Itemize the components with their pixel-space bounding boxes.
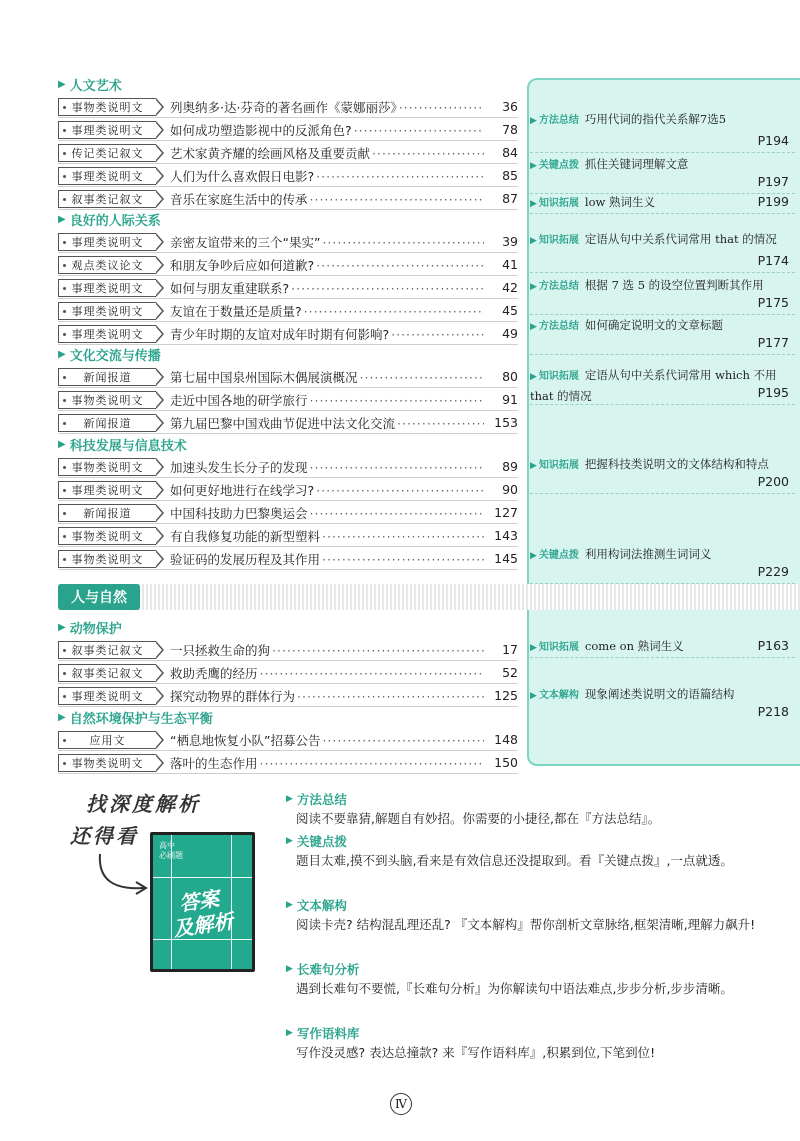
toc-row[interactable] (58, 524, 518, 547)
toc-title: 青少年时期的友谊对成年时期有何影响? ····· (170, 325, 484, 343)
chevron-right-icon (156, 233, 164, 251)
toc-page: 45 (484, 303, 518, 318)
feature-text: 阅读卡壳? 结构混乱理还乱? 『文本解构』帮你剖析文章脉络,框架清晰,理解力飙升! (296, 917, 756, 932)
toc-title: 人们为什么喜欢假日电影? ····· (170, 167, 484, 185)
toc-row[interactable] (58, 95, 518, 118)
note-entry[interactable] (530, 110, 795, 150)
note-divider (530, 657, 795, 658)
toc-page: 143 (484, 528, 518, 543)
article-type-tag: 新闻报道 (58, 414, 156, 432)
chevron-right-icon (156, 481, 164, 499)
book-small-label: 高中 (159, 841, 175, 850)
chevron-right-icon (156, 550, 164, 568)
toc-title: 音乐在家庭生活中的传承 ····· (170, 190, 484, 208)
toc-page: 39 (484, 234, 518, 249)
curved-arrow-icon (92, 850, 152, 900)
pointer-icon: ▶ (530, 372, 537, 382)
article-type-tag: 应用文 (58, 731, 156, 749)
triangle-icon: ▶ (286, 964, 293, 974)
pointer-icon: ▶ (530, 282, 537, 292)
toc-row[interactable] (58, 501, 518, 524)
chevron-right-icon (156, 98, 164, 116)
note-page: P163 (757, 638, 789, 653)
note-text: 现象阐述类说明文的语篇结构 (584, 687, 735, 701)
note-text: 如何确定说明文的文章标题 (584, 318, 723, 332)
toc-page: 52 (484, 665, 518, 680)
book-title: 答案 (177, 886, 221, 916)
feature-text: 遇到长难句不要慌,『长难句分析』为你解读句中语法难点,步步分析,步步清晰。 (296, 981, 733, 996)
note-entry[interactable] (530, 193, 795, 211)
note-label: 方法总结 (538, 321, 579, 332)
note-page: P229 (757, 564, 789, 579)
feature-heading: ▶ 方法总结 (286, 792, 347, 807)
article-type-tag: 传记类记叙文 (58, 144, 156, 162)
article-type-tag: 新闻报道 (58, 368, 156, 386)
pointer-icon: ▶ (530, 236, 537, 246)
chevron-right-icon (156, 279, 164, 297)
article-type-tag: 事物类说明文 (58, 527, 156, 545)
note-entry[interactable] (530, 316, 795, 352)
article-type-tag: 事理类说明文 (58, 233, 156, 251)
note-text: 抓住关键词理解文意 (584, 157, 689, 171)
toc-title: 一只拯救生命的狗 ····· (170, 641, 484, 659)
note-page: P175 (757, 295, 789, 310)
note-text: come on 熟词生义 (584, 639, 684, 653)
toc-title: 加速头发生长分子的发现 ····· (170, 458, 484, 476)
note-divider (530, 354, 795, 355)
pointer-icon: ▶ (530, 116, 537, 126)
toc-page: 41 (484, 257, 518, 272)
section-heading: ▶ 自然环境保护与生态平衡 (58, 711, 213, 727)
note-text: 巧用代词的指代关系解7选5 (584, 112, 727, 126)
toc-row[interactable] (58, 322, 518, 345)
toc-row[interactable] (58, 187, 518, 210)
toc-page: 78 (484, 122, 518, 137)
feature-heading: ▶ 写作语料库 (286, 1026, 360, 1041)
feature-heading: ▶ 关键点拨 (286, 834, 347, 849)
triangle-icon: ▶ (286, 1028, 293, 1038)
pointer-icon: ▶ (530, 161, 537, 171)
note-text: 根据 7 选 5 的设空位置判断其作用 (584, 278, 764, 292)
toc-title: 亲密友谊带来的三个“果实” ····· (170, 233, 484, 251)
toc-page: 153 (484, 415, 518, 430)
toc-page: 145 (484, 551, 518, 566)
chevron-right-icon (156, 121, 164, 139)
section-heading: ▶ 人文艺术 (58, 78, 122, 94)
note-divider (530, 213, 795, 214)
toc-row[interactable] (58, 388, 518, 411)
note-page: P177 (757, 335, 789, 350)
toc-page: 91 (484, 392, 518, 407)
promo-handwriting: 找深度解析 (86, 792, 201, 816)
toc-page: 85 (484, 168, 518, 183)
chevron-right-icon (156, 641, 164, 659)
note-divider (530, 404, 795, 405)
chevron-right-icon (156, 414, 164, 432)
article-type-tag: 事物类说明文 (58, 391, 156, 409)
toc-title: 列奥纳多·达·芬奇的著名画作《蒙娜丽莎》 ····· (170, 98, 484, 116)
promo-handwriting: 还得看 (70, 824, 139, 848)
toc-page: 87 (484, 191, 518, 206)
feature-text: 阅读不要靠猜,解题自有妙招。你需要的小捷径,都在『方法总结』。 (296, 811, 661, 826)
row-divider (58, 773, 518, 774)
chevron-right-icon (156, 527, 164, 545)
article-type-tag: 事理类说明文 (58, 167, 156, 185)
note-divider (530, 314, 795, 315)
triangle-icon: ▶ (58, 621, 66, 633)
book-title: 及解析 (171, 908, 235, 942)
note-page: P199 (757, 194, 789, 209)
note-divider (530, 152, 795, 153)
article-type-tag: 叙事类记叙文 (58, 190, 156, 208)
triangle-icon: ▶ (286, 836, 293, 846)
note-label: 文本解构 (538, 690, 579, 701)
toc-title: 第九届巴黎中国戏曲节促进中法文化交流 ····· (170, 414, 484, 432)
pointer-icon: ▶ (530, 643, 537, 653)
note-label: 知识拓展 (538, 460, 579, 471)
toc-title: 走近中国各地的研学旅行 ····· (170, 391, 484, 409)
note-text: 利用构词法推测生词词义 (584, 547, 712, 561)
article-type-tag: 事理类说明文 (58, 325, 156, 343)
toc-title: “栖息地恢复小队”招募公告 ····· (170, 731, 484, 749)
toc-row[interactable] (58, 728, 518, 751)
toc-title: 落叶的生态作用 ····· (170, 754, 484, 772)
note-page: P194 (757, 133, 789, 148)
triangle-icon: ▶ (58, 348, 66, 360)
toc-row[interactable] (58, 276, 518, 299)
toc-title: 探究动物界的群体行为 ····· (170, 687, 484, 705)
article-type-tag: 观点类议论文 (58, 256, 156, 274)
toc-title: 和朋友争吵后应如何道歉? ····· (170, 256, 484, 274)
pointer-icon: ▶ (530, 691, 537, 701)
chevron-right-icon (156, 504, 164, 522)
chevron-right-icon (156, 167, 164, 185)
chevron-right-icon (156, 256, 164, 274)
toc-row[interactable] (58, 455, 518, 478)
triangle-icon: ▶ (58, 78, 66, 90)
theme-band (58, 584, 800, 610)
triangle-icon: ▶ (58, 438, 66, 450)
toc-page: 127 (484, 505, 518, 520)
toc-row[interactable] (58, 684, 518, 707)
toc-row[interactable] (58, 661, 518, 684)
triangle-icon: ▶ (58, 213, 66, 225)
toc-page: 49 (484, 326, 518, 341)
toc-page: 36 (484, 99, 518, 114)
toc-page: 84 (484, 145, 518, 160)
toc-title: 如何成功塑造影视中的反派角色? ····· (170, 121, 484, 139)
book-small-label: 必刷题 (159, 851, 183, 860)
note-entry[interactable] (530, 276, 795, 312)
note-entry[interactable] (530, 155, 795, 191)
theme-band-label: 人与自然 (58, 584, 140, 610)
note-divider (530, 493, 795, 494)
toc-row[interactable] (58, 118, 518, 141)
note-page: P218 (757, 704, 789, 719)
toc-page: 125 (484, 688, 518, 703)
article-type-tag: 事理类说明文 (58, 481, 156, 499)
note-label: 知识拓展 (538, 235, 579, 246)
article-type-tag: 事理类说明文 (58, 687, 156, 705)
pointer-icon: ▶ (530, 322, 537, 332)
pointer-icon: ▶ (530, 199, 537, 209)
note-entry[interactable] (530, 545, 795, 581)
note-page: P197 (757, 174, 789, 189)
article-type-tag: 事理类说明文 (58, 279, 156, 297)
chevron-right-icon (156, 664, 164, 682)
toc-row[interactable] (58, 411, 518, 434)
triangle-icon: ▶ (286, 794, 293, 804)
note-entry[interactable] (530, 685, 795, 721)
toc-page: 42 (484, 280, 518, 295)
note-text: 定语从句中关系代词常用 that 的情况 (584, 232, 777, 246)
note-text: 定语从句中关系代词常用 which 不用 that 的情况 (530, 368, 777, 403)
toc-page: 89 (484, 459, 518, 474)
note-divider (530, 583, 795, 584)
feature-text: 题目太难,摸不到头脑,看来是有效信息还没提取到。看『关键点拨』,一点就透。 (296, 853, 733, 868)
chevron-right-icon (156, 731, 164, 749)
pointer-icon: ▶ (530, 551, 537, 561)
toc-title: 如何与朋友重建联系? ····· (170, 279, 484, 297)
note-label: 知识拓展 (538, 642, 579, 653)
toc-row[interactable] (58, 164, 518, 187)
feature-heading: ▶ 长难句分析 (286, 962, 360, 977)
note-entry[interactable] (530, 230, 795, 270)
note-text: 把握科技类说明文的文体结构和特点 (584, 457, 769, 471)
section-heading: ▶ 良好的人际关系 (58, 213, 161, 229)
row-divider (58, 569, 518, 570)
feature-text: 写作没灵感? 表达总撞款? 来『写作语料库』,积累到位,下笔到位! (296, 1045, 656, 1060)
toc-row[interactable] (58, 638, 518, 661)
article-type-tag: 新闻报道 (58, 504, 156, 522)
triangle-icon: ▶ (286, 900, 293, 910)
article-type-tag: 事物类说明文 (58, 98, 156, 116)
toc-row[interactable] (58, 141, 518, 164)
note-label: 方法总结 (538, 115, 579, 126)
article-type-tag: 叙事类记叙文 (58, 641, 156, 659)
section-heading: ▶ 科技发展与信息技术 (58, 438, 187, 454)
row-divider (58, 209, 518, 210)
triangle-icon: ▶ (58, 711, 66, 723)
article-type-tag: 事物类说明文 (58, 550, 156, 568)
article-type-tag: 叙事类记叙文 (58, 664, 156, 682)
toc-row[interactable] (58, 478, 518, 501)
chevron-right-icon (156, 325, 164, 343)
chevron-right-icon (156, 754, 164, 772)
toc-title: 救助秃鹰的经历 ····· (170, 664, 484, 682)
article-type-tag: 事物类说明文 (58, 458, 156, 476)
toc-page: 80 (484, 369, 518, 384)
note-label: 知识拓展 (538, 371, 579, 382)
chevron-right-icon (156, 458, 164, 476)
article-type-tag: 事理类说明文 (58, 121, 156, 139)
note-page: P195 (757, 385, 789, 400)
page-number: Ⅳ (390, 1093, 412, 1115)
note-divider (530, 272, 795, 273)
answer-book-cover (150, 832, 255, 972)
toc-row[interactable] (58, 299, 518, 322)
chevron-right-icon (156, 302, 164, 320)
toc-row[interactable] (58, 253, 518, 276)
note-label: 关键点拨 (538, 550, 579, 561)
chevron-right-icon (156, 144, 164, 162)
toc-row[interactable] (58, 365, 518, 388)
note-label: 方法总结 (538, 281, 579, 292)
chevron-right-icon (156, 391, 164, 409)
toc-title: 有自我修复功能的新型塑料 ····· (170, 527, 484, 545)
toc-row[interactable] (58, 547, 518, 570)
note-label: 知识拓展 (538, 198, 579, 209)
note-entry[interactable] (530, 455, 795, 491)
article-type-tag: 事物类说明文 (58, 754, 156, 772)
section-heading: ▶ 文化交流与传播 (58, 348, 161, 364)
toc-title: 中国科技助力巴黎奥运会 ····· (170, 504, 484, 522)
note-entry[interactable] (530, 637, 795, 655)
note-page: P174 (757, 253, 789, 268)
pointer-icon: ▶ (530, 461, 537, 471)
note-entry[interactable] (530, 366, 795, 402)
feature-heading: ▶ 文本解构 (286, 898, 347, 913)
article-type-tag: 事理类说明文 (58, 302, 156, 320)
toc-title: 友谊在于数量还是质量? ····· (170, 302, 484, 320)
toc-title: 如何更好地进行在线学习? ····· (170, 481, 484, 499)
toc-row[interactable] (58, 751, 518, 774)
note-label: 关键点拨 (538, 160, 579, 171)
toc-title: 第七届中国泉州国际木偶展演概况 ····· (170, 368, 484, 386)
toc-page: 150 (484, 755, 518, 770)
toc-title: 验证码的发展历程及其作用 ····· (170, 550, 484, 568)
note-page: P200 (757, 474, 789, 489)
section-heading: ▶ 动物保护 (58, 621, 122, 637)
toc-title: 艺术家黄齐耀的绘画风格及重要贡献 ····· (170, 144, 484, 162)
toc-page: 90 (484, 482, 518, 497)
row-divider (58, 344, 518, 345)
toc-row[interactable] (58, 230, 518, 253)
note-text: low 熟词生义 (584, 195, 656, 209)
toc-page: 17 (484, 642, 518, 657)
toc-page: 148 (484, 732, 518, 747)
chevron-right-icon (156, 190, 164, 208)
row-divider (58, 706, 518, 707)
row-divider (58, 433, 518, 434)
chevron-right-icon (156, 368, 164, 386)
chevron-right-icon (156, 687, 164, 705)
